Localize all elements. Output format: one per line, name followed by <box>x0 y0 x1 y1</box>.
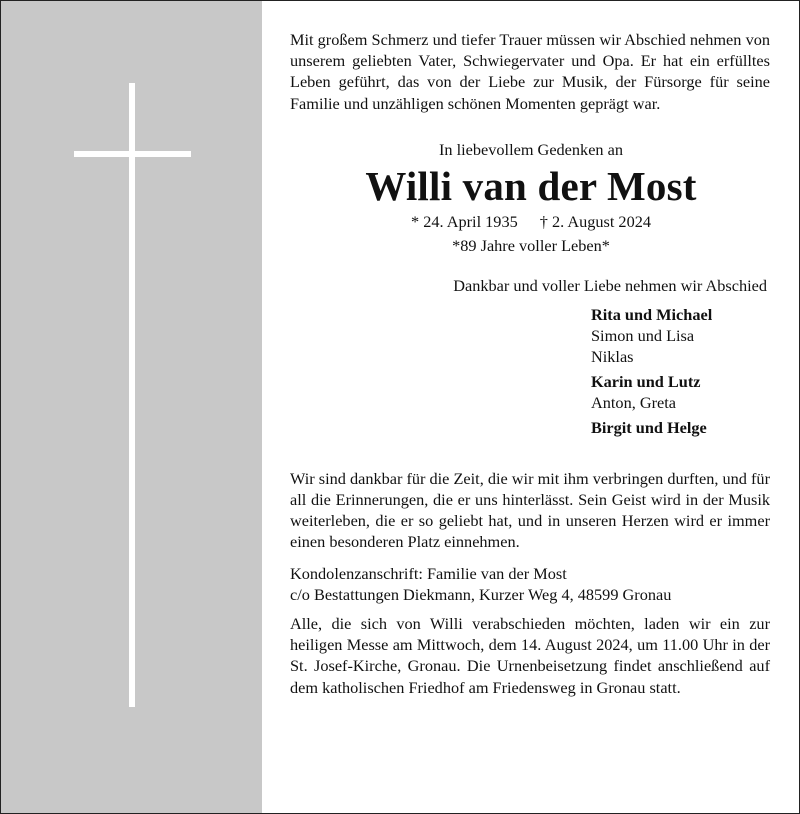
family-group-head: Birgit und Helge <box>591 417 707 437</box>
sidebar-panel <box>1 1 262 813</box>
cross-icon <box>129 83 135 707</box>
obituary-content <box>290 29 770 698</box>
death-date: † 2. August 2024 <box>539 211 651 231</box>
closing-paragraph: Wir sind dankbar für die Zeit, die wir mit ihm verbringen durften, und für all die Erinnerungen, die er uns hinterlässt. Sein Geist wird in der Musik weiterleben, die er so geliebt hat, und in unseren Herzen wird er immer einen besonderen Platz einnehmen. <box>290 468 770 552</box>
family-member: Simon und Lisa <box>591 325 695 345</box>
cross-icon-bar <box>74 151 191 157</box>
intro-paragraph: Mit großem Schmerz und tiefer Trauer müssen wir Abschied nehmen von unserem geliebten Vater, Schwiegervater und Opa. Er hat ein erfülltes Leben geführt, das von der Liebe zur Musik, der Fürsorge für seine Familie und unzähligen schönen Momenten geprägt war. <box>290 30 770 113</box>
family-member: Anton, Greta <box>591 392 676 412</box>
birth-date: * 24. April 1935 <box>411 211 518 231</box>
service-paragraph: Alle, die sich von Willi verabschieden möchten, laden wir ein zur heiligen Messe am Mittwoch, dem 14. August 2024, um 11.00 Uhr in der St. Josef-Kirche, Gronau. Die Urnenbeisetzung findet anschließend auf dem katholischen Friedhof am Friedensweg in Gronau statt. <box>290 614 770 697</box>
farewell-line: Dankbar und voller Liebe nehmen wir Abschied <box>453 275 767 295</box>
condolence-address <box>290 563 770 605</box>
family-group <box>591 304 770 367</box>
family-group-head: Karin und Lutz <box>591 371 701 391</box>
address-line: Kondolenzanschrift: Familie van der Most <box>290 563 567 583</box>
life-years: *89 Jahre voller Leben* <box>452 235 610 255</box>
family-list <box>591 304 770 438</box>
family-group <box>591 417 770 438</box>
deceased-name: Willi van der Most <box>365 162 697 209</box>
family-group <box>591 371 770 413</box>
memorial-heading: In liebevollem Gedenken an <box>439 139 623 159</box>
family-group-head: Rita und Michael <box>591 304 713 324</box>
family-member: Niklas <box>591 346 634 366</box>
life-dates <box>290 210 770 234</box>
address-line: c/o Bestattungen Diekmann, Kurzer Weg 4, 48599 Gronau <box>290 584 672 604</box>
